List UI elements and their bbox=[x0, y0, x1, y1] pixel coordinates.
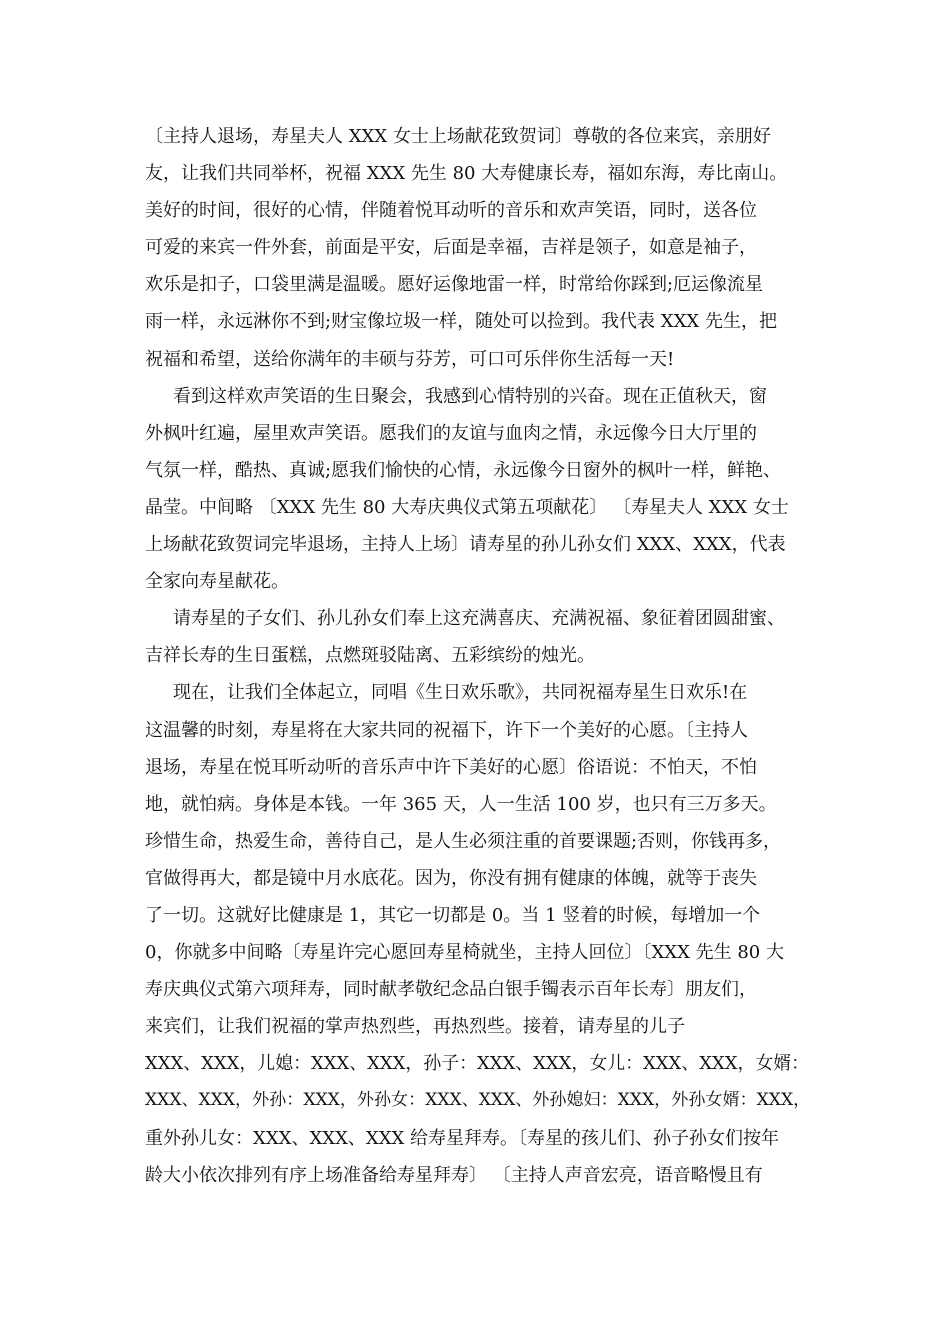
text-line: 吉祥长寿的生日蛋糕，点燃斑驳陆离、五彩缤纷的烛光。 bbox=[145, 645, 595, 667]
text-line: XXX、XXX，儿媳：XXX、XXX，孙子：XXX、XXX，女儿：XXX、XXX，女婿： bbox=[145, 1053, 810, 1075]
text-line: 请寿星的子女们、孙儿孙女们奉上这充满喜庆、充满祝福、象征着团圆甜蜜、 bbox=[173, 608, 785, 630]
text-line: 看到这样欢声笑语的生日聚会，我感到心情特别的兴奋。现在正值秋天，窗 bbox=[173, 385, 767, 407]
text-line: 这温馨的时刻，寿星将在大家共同的祝福下，许下一个美好的心愿。〔主持人 bbox=[145, 719, 748, 741]
text-line: 友，让我们共同举杯，祝福 XXX 先生 80 大寿健康长寿，福如东海，寿比南山。 bbox=[145, 163, 788, 185]
text-line: 可爱的来宾一件外套，前面是平安，后面是幸福，吉祥是领子，如意是袖子， bbox=[145, 237, 757, 259]
text-line: 现在，让我们全体起立，同唱《生日欢乐歌》，共同祝福寿星生日欢乐!在 bbox=[173, 682, 748, 704]
text-line: 龄大小依次排列有序上场准备给寿星拜寿〕 〔主持人声音宏亮，语音略慢且有 bbox=[145, 1164, 763, 1186]
text-line: 雨一样，永远淋你不到;财宝像垃圾一样，随处可以捡到。我代表 XXX 先生，把 bbox=[145, 311, 777, 333]
text-line: 官做得再大，都是镜中月水底花。因为，你没有拥有健康的体魄，就等于丧失 bbox=[145, 867, 757, 889]
text-line: 晶莹。中间略 〔XXX 先生 80 大寿庆典仪式第五项献花〕 〔寿星夫人 XXX 女士 bbox=[145, 496, 789, 518]
text-line: 退场，寿星在悦耳听动听的音乐声中许下美好的心愿〕俗语说：不怕天，不怕 bbox=[145, 756, 757, 778]
text-line: 来宾们，让我们祝福的掌声热烈些，再热烈些。接着，请寿星的儿子 bbox=[145, 1016, 685, 1038]
text-line: 地，就怕病。身体是本钱。一年 365 天，人一生活 100 岁，也只有三万多天。 bbox=[145, 793, 777, 815]
text-line: 祝福和希望，送给你满年的丰硕与芬芳，可口可乐伴你生活每一天! bbox=[145, 348, 675, 370]
document-body bbox=[145, 118, 810, 1194]
text-line: XXX、XXX，外孙：XXX，外孙女：XXX、XXX、外孙媳妇：XXX，外孙女婿：XXX， bbox=[145, 1090, 811, 1111]
text-line: 欢乐是扣子，口袋里满是温暖。愿好运像地雷一样，时常给你踩到;厄运像流星 bbox=[145, 274, 764, 296]
text-line: 0，你就多中间略〔寿星许完心愿回寿星椅就坐，主持人回位〕〔XXX 先生 80 大 bbox=[145, 942, 784, 964]
text-line: 〔主持人退场，寿星夫人 XXX 女士上场献花致贺词〕尊敬的各位来宾，亲朋好 bbox=[145, 126, 771, 147]
text-line: 重外孙儿女：XXX、XXX、XXX 给寿星拜寿。〔寿星的孩儿们、孙子孙女们按年 bbox=[145, 1127, 780, 1149]
text-line: 上场献花致贺词完毕退场，主持人上场〕请寿星的孙儿孙女们 XXX、XXX，代表 bbox=[145, 534, 786, 556]
text-line: 气氛一样，酷热、真诚;愿我们愉快的心情，永远像今日窗外的枫叶一样，鲜艳、 bbox=[145, 459, 782, 481]
text-line: 美好的时间，很好的心情，伴随着悦耳动听的音乐和欢声笑语，同时，送各位 bbox=[145, 200, 757, 222]
text-line: 珍惜生命，热爱生命，善待自己，是人生必须注重的首要课题;否则，你钱再多， bbox=[145, 830, 782, 852]
text-line: 全家向寿星献花。 bbox=[145, 571, 289, 593]
text-line: 了一切。这就好比健康是 1，其它一切都是 0。当 1 竖着的时候，每增加一个 bbox=[145, 904, 761, 926]
text-line: 外枫叶红遍，屋里欢声笑语。愿我们的友谊与血肉之情，永远像今日大厅里的 bbox=[145, 422, 757, 444]
text-line: 寿庆典仪式第六项拜寿，同时献孝敬纪念品白银手镯表示百年长寿〕朋友们， bbox=[145, 979, 757, 1001]
